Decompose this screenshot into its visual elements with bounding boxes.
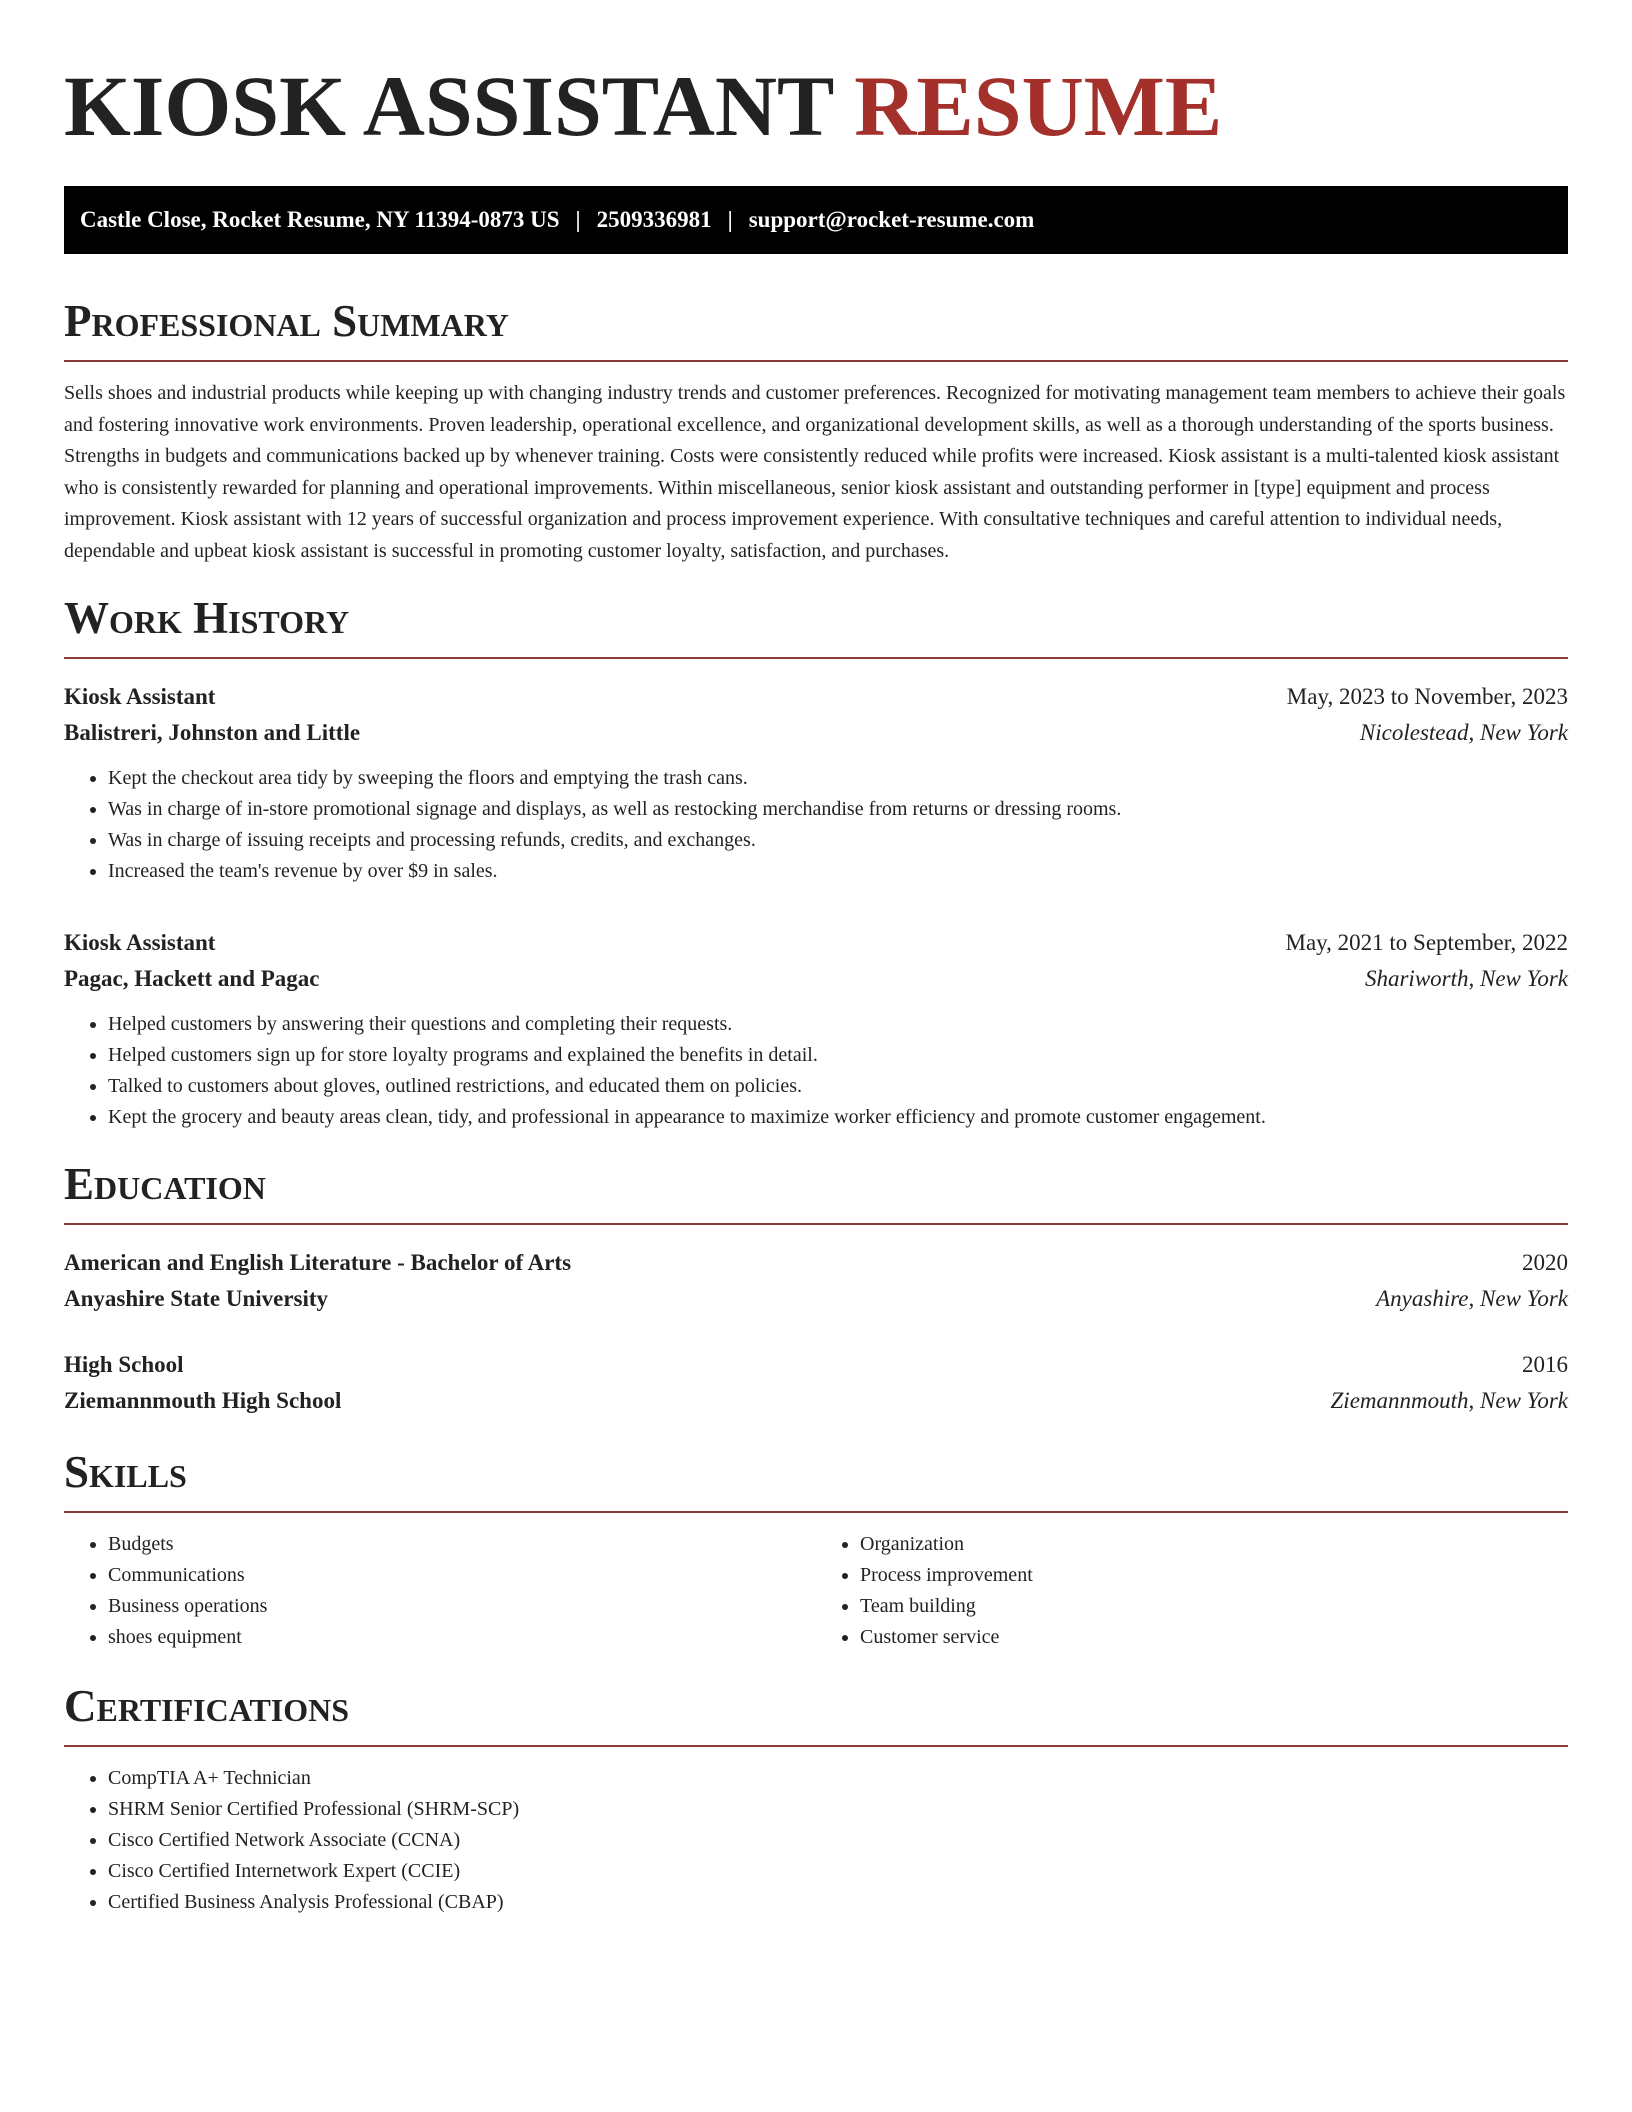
list-item: • SHRM Senior Certified Professional (SHRM-SCP) xyxy=(108,1794,1568,1825)
education-degree: High School xyxy=(64,1352,184,1377)
skills-list xyxy=(816,1529,1568,1653)
skills-list xyxy=(64,1529,816,1653)
list-item: • Organization xyxy=(860,1529,1568,1560)
summary-section xyxy=(64,296,1568,567)
job-location: Shariworth, New York xyxy=(1364,966,1568,991)
title-main: KIOSK ASSISTANT xyxy=(64,58,833,154)
list-item: • Kept the checkout area tidy by sweeping the floors and emptying the trash cans. xyxy=(108,763,1568,794)
education-year: 2016 xyxy=(1522,1352,1568,1377)
education-year: 2020 xyxy=(1522,1250,1568,1275)
education-location: Anyashire, New York xyxy=(1376,1286,1568,1311)
job-title: Kiosk Assistant xyxy=(64,930,216,955)
summary-text: Sells shoes and industrial products while keeping up with changing industry trends and customer preferences. Recognized for motivating management team members to achieve their goals and fostering innovative work environments. Proven leadership, operational excellence, and organizational development skills, as well as a thorough understanding of the sports business. Strengths in budgets and communications backed up by whenever training. Costs were consistently reduced while profits were increased. Kiosk assistant is a multi-talented kiosk assistant who is consistently rewarded for planning and operational improvements. Within miscellaneous, senior kiosk assistant and outstanding performer in [type] equipment and process improvement. Kiosk assistant with 12 years of successful organization and process improvement experience. With consultative techniques and careful attention to individual needs, dependable and upbeat kiosk assistant is successful in promoting customer loyalty, satisfaction, and purchases. xyxy=(64,382,1566,562)
list-item: • Helped customers by answering their questions and completing their requests. xyxy=(108,1009,1568,1040)
list-item: • Kept the grocery and beauty areas clean, tidy, and professional in appearance to maximize worker efficiency and promote customer engagement. xyxy=(108,1102,1568,1133)
list-item: • Certified Business Analysis Professional (CBAP) xyxy=(108,1887,1568,1918)
list-item: • Team building xyxy=(860,1591,1568,1622)
contact-email: support@rocket-resume.com xyxy=(748,207,1035,232)
skills-columns xyxy=(64,1529,1568,1653)
contact-address: Castle Close, Rocket Resume, NY 11394-0873 US xyxy=(80,207,560,232)
list-item: • Was in charge of issuing receipts and processing refunds, credits, and exchanges. xyxy=(108,825,1568,856)
contact-bar xyxy=(64,186,1568,254)
list-item: • Cisco Certified Network Associate (CCNA) xyxy=(108,1825,1568,1856)
contact-phone: 2509336981 xyxy=(596,207,712,232)
list-item: • Helped customers sign up for store loyalty programs and explained the benefits in detail. xyxy=(108,1040,1568,1071)
title-accent: RESUME xyxy=(854,58,1223,154)
education-section xyxy=(64,1159,1568,1419)
job-bullets xyxy=(64,1009,1568,1133)
certifications-section xyxy=(64,1681,1568,1918)
job-location: Nicolestead, New York xyxy=(1359,720,1568,745)
list-item: • Business operations xyxy=(108,1591,816,1622)
skills-column-left xyxy=(64,1529,816,1653)
list-item: • Cisco Certified Internetwork Expert (CCIE) xyxy=(108,1856,1568,1887)
skills-section xyxy=(64,1447,1568,1653)
list-item: • CompTIA A+ Technician xyxy=(108,1763,1568,1794)
education-entry xyxy=(64,1245,1568,1317)
skills-column-right xyxy=(816,1529,1568,1653)
section-heading: Education xyxy=(64,1159,1568,1225)
list-item: • Process improvement xyxy=(860,1560,1568,1591)
job-entry xyxy=(64,925,1568,1133)
list-item: • Was in charge of in-store promotional signage and displays, as well as restocking merchandise from returns or dressing rooms. xyxy=(108,794,1568,825)
job-title: Kiosk Assistant xyxy=(64,684,216,709)
list-item: • Communications xyxy=(108,1560,816,1591)
contact-separator: | xyxy=(575,207,581,232)
section-heading: Work History xyxy=(64,593,1568,659)
education-degree: American and English Literature - Bachelor of Arts xyxy=(64,1250,572,1275)
job-dates: May, 2021 to September, 2022 xyxy=(1285,930,1568,955)
job-company: Balistreri, Johnston and Little xyxy=(64,720,361,745)
section-heading: Professional Summary xyxy=(64,296,1568,362)
education-location: Ziemannmouth, New York xyxy=(1330,1388,1568,1413)
section-heading: Skills xyxy=(64,1447,1568,1513)
list-item: • shoes equipment xyxy=(108,1622,816,1653)
job-bullets xyxy=(64,763,1568,887)
education-school: Anyashire State University xyxy=(64,1286,329,1311)
list-item: • Customer service xyxy=(860,1622,1568,1653)
list-item: • Talked to customers about gloves, outlined restrictions, and educated them on policies. xyxy=(108,1071,1568,1102)
education-entry xyxy=(64,1347,1568,1419)
work-history-section xyxy=(64,593,1568,1133)
job-company: Pagac, Hackett and Pagac xyxy=(64,966,320,991)
certifications-list xyxy=(64,1763,1568,1918)
list-item: • Budgets xyxy=(108,1529,816,1560)
contact-separator: | xyxy=(727,207,733,232)
education-school: Ziemannmouth High School xyxy=(64,1388,342,1413)
section-heading: Certifications xyxy=(64,1681,1568,1747)
list-item: • Increased the team's revenue by over $9 in sales. xyxy=(108,856,1568,887)
resume-title xyxy=(64,56,1568,156)
job-entry xyxy=(64,679,1568,887)
job-dates: May, 2023 to November, 2023 xyxy=(1286,684,1568,709)
